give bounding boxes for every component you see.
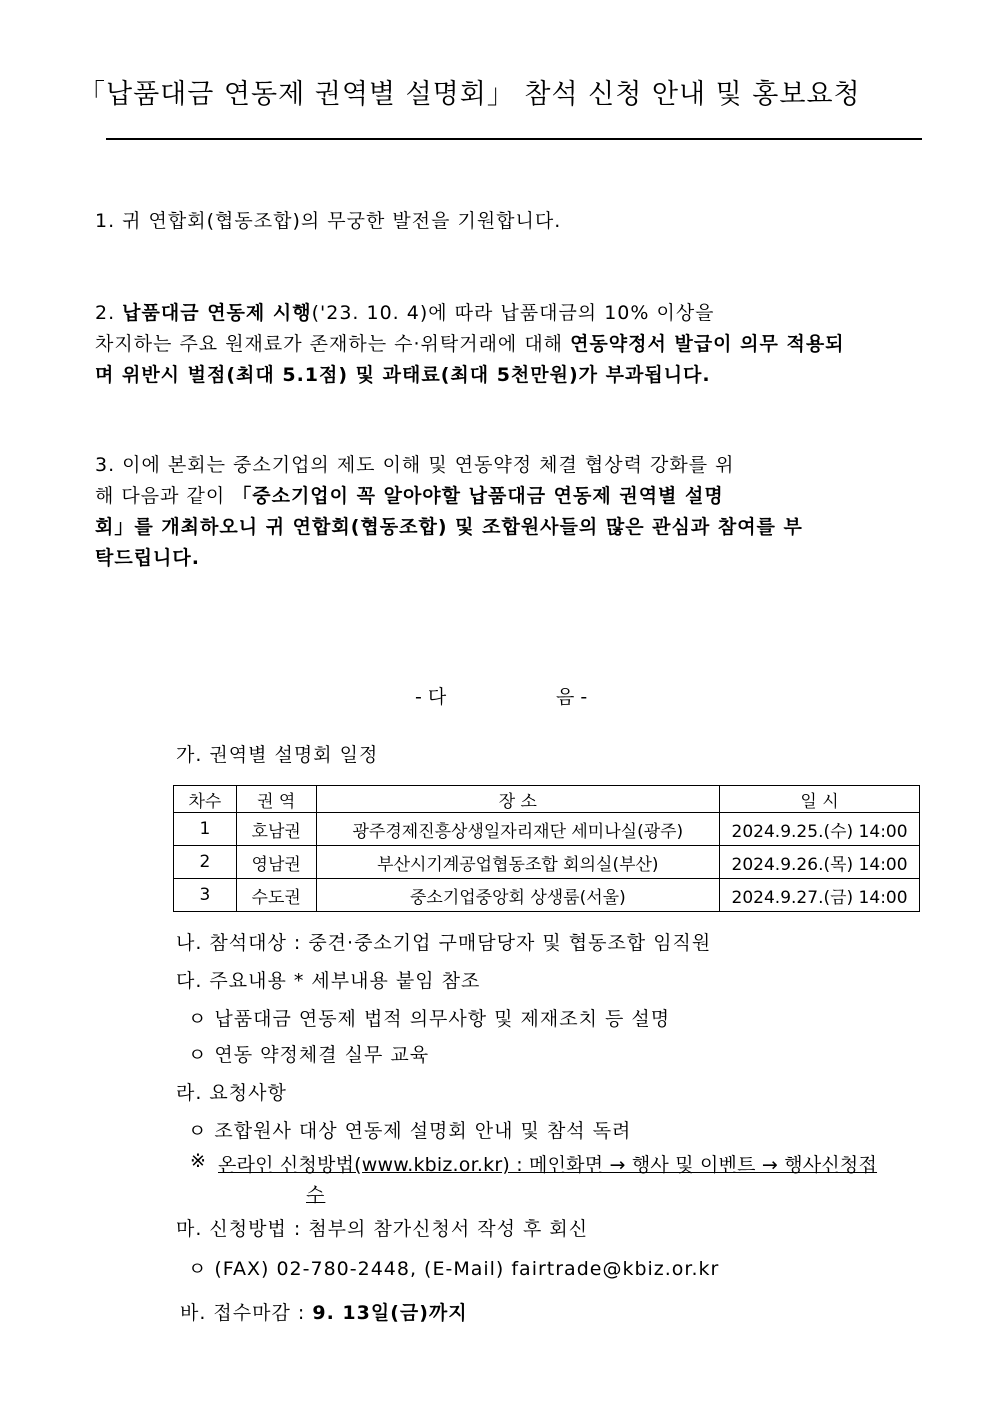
table-row — [174, 813, 920, 846]
title-divider — [106, 138, 922, 140]
cell-place: 광주경제진흥상생일자리재단 세미나실(광주) — [316, 813, 720, 846]
paragraph-3-line-1: 3. 이에 본회는 중소기업의 제도 이해 및 연동약정 체결 협상력 강화를 위 — [95, 454, 735, 476]
section-ma: 마. 신청방법 : 첨부의 참가신청서 작성 후 회신 — [176, 1218, 589, 1240]
paragraph-3-line-4: 탁드립니다. — [95, 547, 200, 569]
section-ba: 바. 접수마감 : 9. 13일(금)까지 — [180, 1302, 468, 1324]
cell-round: 3 — [174, 879, 237, 912]
online-application-note-cont: 수 — [306, 1184, 326, 1206]
cell-datetime: 2024.9.27.(금) 14:00 — [720, 879, 920, 912]
header-region: 권 역 — [236, 786, 316, 813]
table-row — [174, 846, 920, 879]
notice-heading-left: - 다 — [415, 686, 447, 708]
paragraph-3-line-3: 회」를 개최하오니 귀 연합회(협동조합) 및 조합원사들의 많은 관심과 참여를 부 — [95, 516, 803, 538]
header-round: 차수 — [174, 786, 237, 813]
section-da: 다. 주요내용 * 세부내용 붙임 참조 — [176, 970, 481, 992]
table-row — [174, 879, 920, 912]
cell-round: 1 — [174, 813, 237, 846]
paragraph-2-line-3: 며 위반시 벌점(최대 5.1점) 및 과태료(최대 5천만원)가 부과됩니다. — [95, 364, 711, 386]
cell-round: 2 — [174, 846, 237, 879]
notice-heading-right: 음 - — [556, 686, 588, 708]
document-title: 「납품대금 연동제 권역별 설명회」 참석 신청 안내 및 홍보요청 — [78, 79, 861, 110]
section-ra: 라. 요청사항 — [176, 1082, 287, 1104]
header-place: 장 소 — [316, 786, 720, 813]
table-header-row — [174, 786, 920, 813]
online-application-note: 온라인 신청방법(www.kbiz.or.kr) : 메인화면 → 행사 및 이벤트 → 행사신청접 — [218, 1154, 878, 1176]
da-item-1: ㅇ 납품대금 연동제 법적 의무사항 및 제재조치 등 설명 — [188, 1008, 671, 1030]
paragraph-2-line-1: 2. 납품대금 연동제 시행('23. 10. 4)에 따라 납품대금의 10% 이상을 — [95, 302, 715, 324]
schedule-heading: 가. 권역별 설명회 일정 — [176, 744, 379, 766]
da-item-2: ㅇ 연동 약정체결 실무 교육 — [188, 1044, 430, 1066]
ra-item-1: ㅇ 조합원사 대상 연동제 설명회 안내 및 참석 독려 — [188, 1120, 632, 1142]
cell-region: 수도권 — [236, 879, 316, 912]
paragraph-3-line-2: 해 다음과 같이 「중소기업이 꼭 알아야할 납품대금 연동제 권역별 설명 — [95, 485, 724, 507]
paragraph-1: 1. 귀 연합회(협동조합)의 무궁한 발전을 기원합니다. — [95, 210, 562, 232]
header-datetime: 일 시 — [720, 786, 920, 813]
cell-place: 부산시기계공업협동조합 회의실(부산) — [316, 846, 720, 879]
cell-region: 호남권 — [236, 813, 316, 846]
cell-datetime: 2024.9.26.(목) 14:00 — [720, 846, 920, 879]
cell-place: 중소기업중앙회 상생룸(서울) — [316, 879, 720, 912]
cell-datetime: 2024.9.25.(수) 14:00 — [720, 813, 920, 846]
section-na: 나. 참석대상 : 중견·중소기업 구매담당자 및 협동조합 임직원 — [176, 932, 712, 954]
contact-info: ㅇ (FAX) 02-780-2448, (E-Mail) fairtrade@kbiz.or.kr — [188, 1258, 720, 1280]
paragraph-2-line-2: 차지하는 주요 원재료가 존재하는 수·위탁거래에 대해 연동약정서 발급이 의무 적용되 — [95, 333, 845, 355]
cell-region: 영남권 — [236, 846, 316, 879]
reference-mark: ※ — [190, 1150, 207, 1172]
schedule-table — [173, 785, 920, 912]
